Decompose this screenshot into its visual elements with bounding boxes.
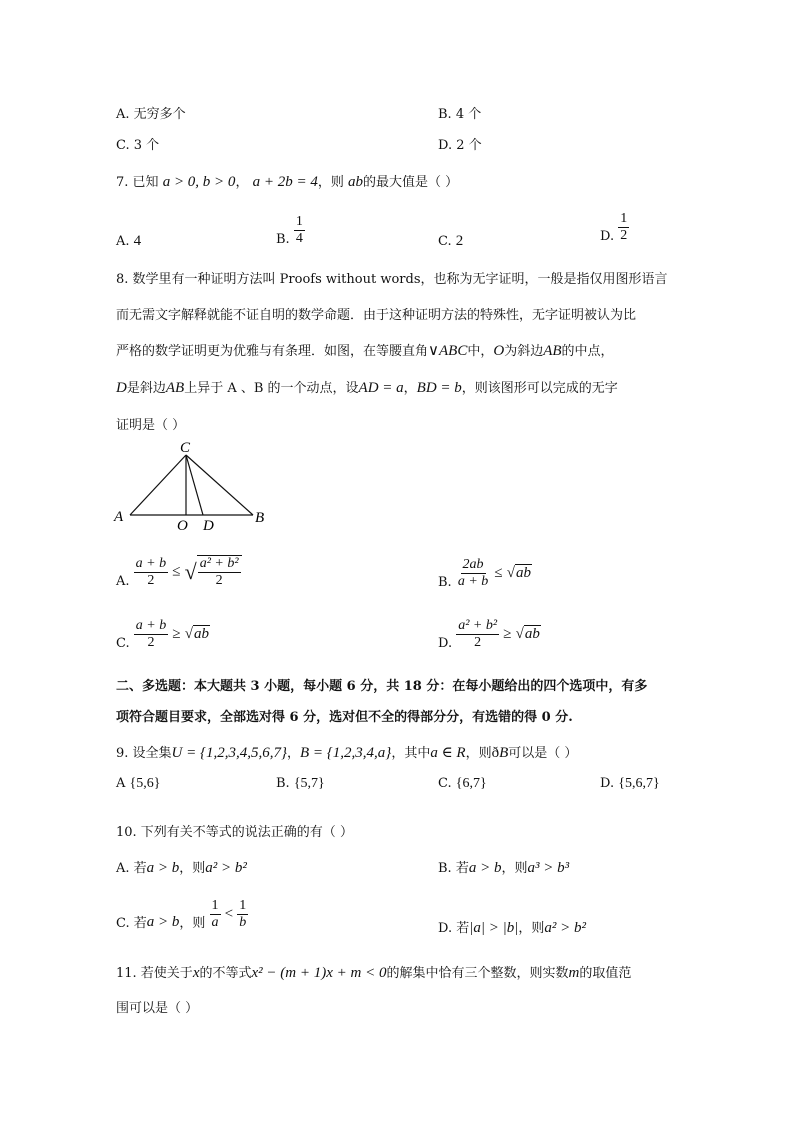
q8-line-1: 8. 数学里有一种证明方法叫 Proofs without words，也称为无字证明，一般是指仅用图形语言 xyxy=(116,272,668,287)
q7-target: ab xyxy=(348,174,363,190)
fraction: $\frac{a + b}{2}$ xyxy=(135,618,167,650)
fraction: $\frac{2ab}{a + b}$ xyxy=(457,557,489,589)
fraction: $\frac{1}{4}$ xyxy=(295,214,303,246)
section-2-heading-line-1: 二、多选题：本大题共 3 小题，每小题 6 分，共 18 分：在每小题给出的四个选项中，有多 xyxy=(116,679,648,694)
q9-stem: 9. 设全集U = {1,2,3,4,5,6,7}，B = {1,2,3,4,a}，其中a ∈ R，则ðB可以是（ ） xyxy=(116,745,578,761)
fraction: $\frac{\text{a² + b²}}{2}$ xyxy=(199,556,239,588)
q9-option-d: D. {5,6,7} xyxy=(600,776,660,791)
q11-line-1: 11. 若使关于x的不等式x² − (m + 1)x + m < 0的解集中恰有三个整数，则实数m的取值范 xyxy=(116,965,632,981)
label-a: A xyxy=(114,509,124,525)
q7-option-c: C. 2 xyxy=(438,233,464,249)
label-o: O xyxy=(177,518,188,534)
q10-stem: 10. 下列有关不等式的说法正确的有（ ） xyxy=(116,825,353,840)
q6-option-a: A. 无穷多个 xyxy=(116,107,186,122)
segment-cd xyxy=(186,455,203,515)
q7-stem: 7. 已知 a > 0, b > 0， a + 2b = 4，则 ab的最大值是（ ） xyxy=(116,174,459,190)
q7-option-b: B. $\frac{1}{4}$ xyxy=(276,214,303,247)
fraction: $\frac{\text{a² + b²}}{2}$ xyxy=(458,618,498,650)
q8-line-4: D是斜边AB上异于 A 、B 的一个动点，设AD = a，BD = b，则该图形可以完成的无字 xyxy=(116,380,618,396)
label-b: B xyxy=(255,510,265,526)
q8-option-d: D. $\frac{\text{a² + b²}}{2}$ ≥ √ab xyxy=(438,618,540,651)
section-2-heading-line-2: 项符合题目要求，全部选对得 6 分，选对但不全的得部分分，有选错的得 0 分. xyxy=(116,710,573,725)
leg-ac xyxy=(130,455,186,515)
q10-option-c: C. 若a > b，则 $\frac{1}{a}$ < $\frac{1}{b}$ xyxy=(116,898,247,931)
q6-option-d: D. 2 个 xyxy=(438,138,482,153)
q8-option-a: A. $\frac{a + b}{2}$ ≤ √ $\frac{\text{a² + b²}}{2}$ xyxy=(116,555,242,589)
q10-option-d: D. 若|a| > |b|，则a² > b² xyxy=(438,920,586,936)
fraction: $\frac{a + b}{2}$ xyxy=(135,555,167,588)
triangle-figure xyxy=(108,440,278,540)
fraction: $\frac{1}{b}$ xyxy=(239,898,247,930)
q6-option-b: B. 4 个 xyxy=(438,107,482,122)
q8-line-2: 而无需文字解释就能不证自明的数学命题．由于这种证明方法的特殊性，无字证明被认为比 xyxy=(116,308,637,323)
q9-option-a: A {5,6} xyxy=(116,776,161,791)
q9-option-c: C. {6,7} xyxy=(438,776,487,791)
q7-condition-2: a + 2b = 4 xyxy=(252,174,318,190)
q9-option-b: B. {5,7} xyxy=(276,776,325,791)
sqrt-icon: √ xyxy=(515,626,524,642)
label-d: D xyxy=(203,518,214,534)
q7-condition-1: a > 0, b > 0 xyxy=(162,174,236,190)
q10-option-b: B. 若a > b，则a³ > b³ xyxy=(438,860,570,876)
q8-line-5: 证明是（ ） xyxy=(116,418,186,433)
q7-option-a: A. 4 xyxy=(116,233,142,249)
fraction: $\frac{1}{a}$ xyxy=(211,898,219,930)
label-c: C xyxy=(180,440,191,456)
q11-line-2: 围可以是（ ） xyxy=(116,1001,199,1016)
q6-option-c: C. 3 个 xyxy=(116,138,160,153)
sqrt-icon: √ xyxy=(184,626,193,642)
sqrt-icon: √ xyxy=(506,565,516,581)
leg-bc xyxy=(186,455,253,515)
complement-symbol: ð xyxy=(491,745,500,761)
q8-option-b: B. $\frac{2ab}{a + b}$ ≤ √ab xyxy=(438,557,532,590)
q8-option-c: C. $\frac{a + b}{2}$ ≥ √ab xyxy=(116,618,209,651)
q7-option-d: D. $\frac{1}{2}$ xyxy=(600,211,628,244)
q8-line-3: 严格的数学证明更为优雅与有条理．如图，在等腰直角∨ABC中，O为斜边AB的中点， xyxy=(116,343,614,359)
sqrt-icon: √ xyxy=(184,559,197,584)
fraction: $\frac{1}{2}$ xyxy=(620,211,628,243)
q10-option-a: A. 若a > b，则a² > b² xyxy=(116,860,247,876)
